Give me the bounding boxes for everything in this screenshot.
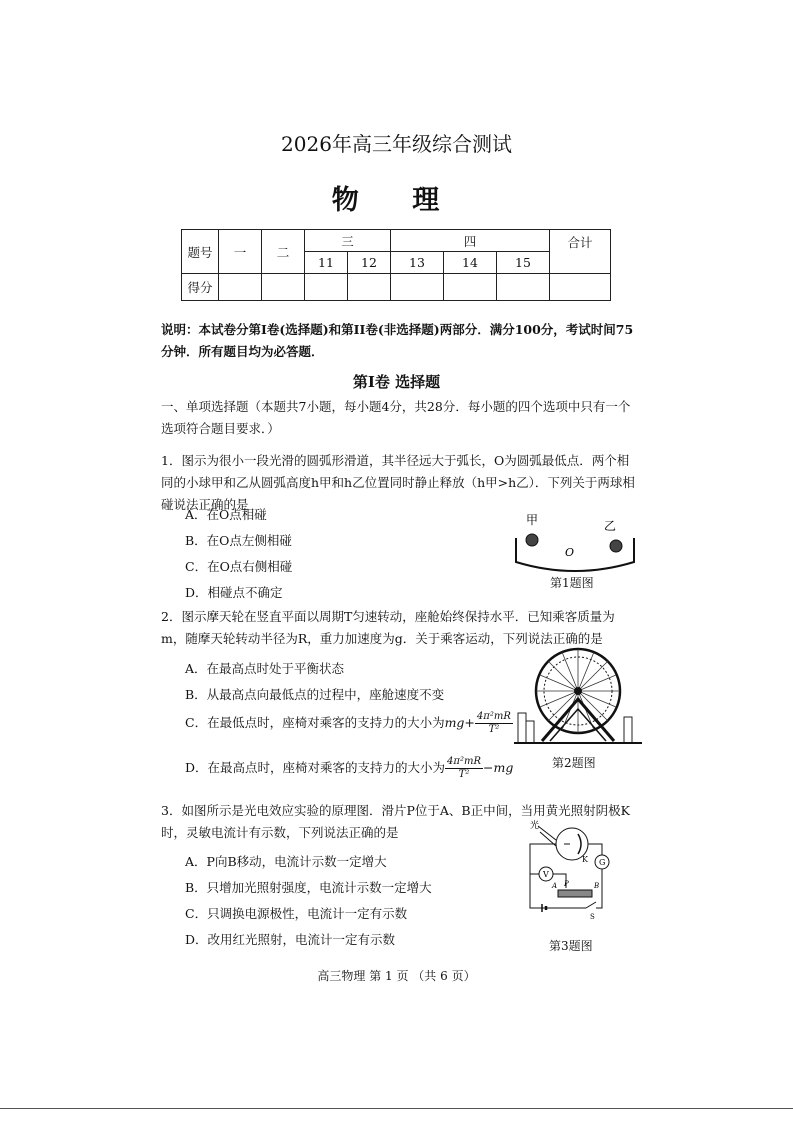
q1-option-a: A．在O点相碰 [185, 507, 267, 522]
q2-d-fraction [445, 756, 483, 781]
label-jia: 甲 [526, 513, 539, 527]
defen-label: 得分 [182, 274, 219, 301]
col-14: 14 [444, 252, 497, 274]
q2-caption: 第2题图 [552, 756, 596, 770]
section-title: 第I卷 选择题 [352, 373, 441, 391]
q1-caption: 第1题图 [550, 576, 594, 590]
score-cell [391, 274, 444, 301]
q1-figure [512, 510, 642, 572]
tihao-label: 题号 [182, 230, 219, 274]
bottom-border [0, 1108, 793, 1109]
q3-option-b: B．只增加光照射强度，电流计示数一定增大 [185, 880, 432, 895]
part1-instructions: 一、单项选择题（本题共7小题，每小题4分，共28分．每小题的四个选项中只有一个选项符合题目要求．） [161, 399, 631, 436]
col-yi: 一 [219, 230, 262, 274]
label-g: G [599, 858, 606, 867]
score-cell [444, 274, 497, 301]
ball-yi [610, 540, 622, 552]
label-b: B [594, 882, 600, 890]
q2-d-mg: −mg [483, 760, 514, 775]
q1-option-d: D．相碰点不确定 [185, 585, 283, 600]
circuit-wires [530, 844, 602, 908]
q2-option-b: B．从最高点向最低点的过程中，座舱速度不变 [185, 687, 445, 702]
q2-c-mg: mg+ [444, 715, 475, 730]
score-cell [305, 274, 348, 301]
q2-d-num: 4π²mR [447, 756, 481, 767]
q1-stem: 1．图示为很小一段光滑的圆弧形滑道，其半径远大于弧长，O为圆弧最低点．两个相同的小球甲和乙从圆弧高度h甲和h乙位置同时静止释放（h甲>h乙）．下列关于两球相碰说法正确的是 [161, 453, 635, 512]
q2-option-c-text: C．在最低点时，座椅对乘客的支持力的大小为 [185, 715, 445, 730]
col-heji: 合计 [550, 230, 611, 274]
score-cell [219, 274, 262, 301]
page-footer: 高三物理 第 1 页 （共 6 页） [317, 969, 476, 983]
q2-c-fraction [475, 711, 513, 736]
score-cell [550, 274, 611, 301]
label-k: K [582, 855, 588, 864]
subject-title: 物 理 [331, 185, 462, 216]
q3-option-a: A．P向B移动，电流计示数一定增大 [185, 854, 387, 869]
col-si: 四 [391, 230, 550, 252]
q3-option-c: C．只调换电源极性，电流计一定有示数 [185, 906, 408, 921]
q3-option-d: D．改用红光照射，电流计一定有示数 [185, 932, 396, 947]
col-er: 二 [262, 230, 305, 274]
building [526, 721, 534, 743]
label-p: P [564, 880, 569, 888]
col-12: 12 [348, 252, 391, 274]
switch [586, 902, 596, 908]
rheostat [558, 890, 592, 897]
q2-stem: 2．图示摩天轮在竖直平面以周期T匀速转动，座舱始终保持水平．已知乘客质量为m，随摩天轮转动半径为R，重力加速度为g．关于乘客运动，下列说法正确的是 [161, 609, 615, 646]
q2-option-a: A．在最高点时处于平衡状态 [185, 661, 345, 676]
building [624, 717, 632, 743]
label-s: S [590, 913, 595, 921]
q2-option-d-text: D．在最高点时，座椅对乘客的支持力的大小为 [185, 760, 446, 775]
label-light: 光 [530, 821, 540, 831]
exam-note: 说明：本试卷分第I卷(选择题)和第II卷(非选择题)两部分．满分100分，考试时间75分钟．所有题目均为必答题． [161, 322, 634, 359]
q3-stem: 3．如图所示是光电效应实验的原理图．滑片P位于A、B正中间，当用黄光照射阴极K时，灵敏电流计有示数，下列说法正确的是 [161, 803, 630, 840]
q1-option-c: C．在O点右侧相碰 [185, 559, 293, 574]
score-table [181, 229, 611, 301]
col-san: 三 [305, 230, 391, 252]
q3-caption: 第3题图 [549, 939, 593, 953]
ball-jia [526, 534, 538, 546]
label-o: O [565, 546, 575, 559]
q1-option-b: B．在O点左侧相碰 [185, 533, 292, 548]
score-cell [497, 274, 550, 301]
wheel-hub [574, 687, 582, 695]
q2-ferris-wheel-figure [512, 643, 644, 751]
col-11: 11 [305, 252, 348, 274]
exam-title: 2026年高三年级综合测试 [281, 132, 512, 156]
label-a: A [552, 882, 558, 890]
q2-option-c [185, 711, 513, 736]
label-v: V [543, 870, 549, 879]
label-yi: 乙 [604, 519, 617, 533]
q2-option-d [185, 756, 513, 781]
q2-c-den: T² [488, 724, 500, 735]
cathode-k [578, 834, 581, 854]
building [518, 713, 526, 743]
q2-d-den: T² [458, 769, 470, 780]
q2-c-num: 4π²mR [476, 711, 511, 722]
score-cell [262, 274, 305, 301]
q3-circuit-figure [526, 818, 622, 922]
col-13: 13 [391, 252, 444, 274]
score-cell [348, 274, 391, 301]
col-15: 15 [497, 252, 550, 274]
